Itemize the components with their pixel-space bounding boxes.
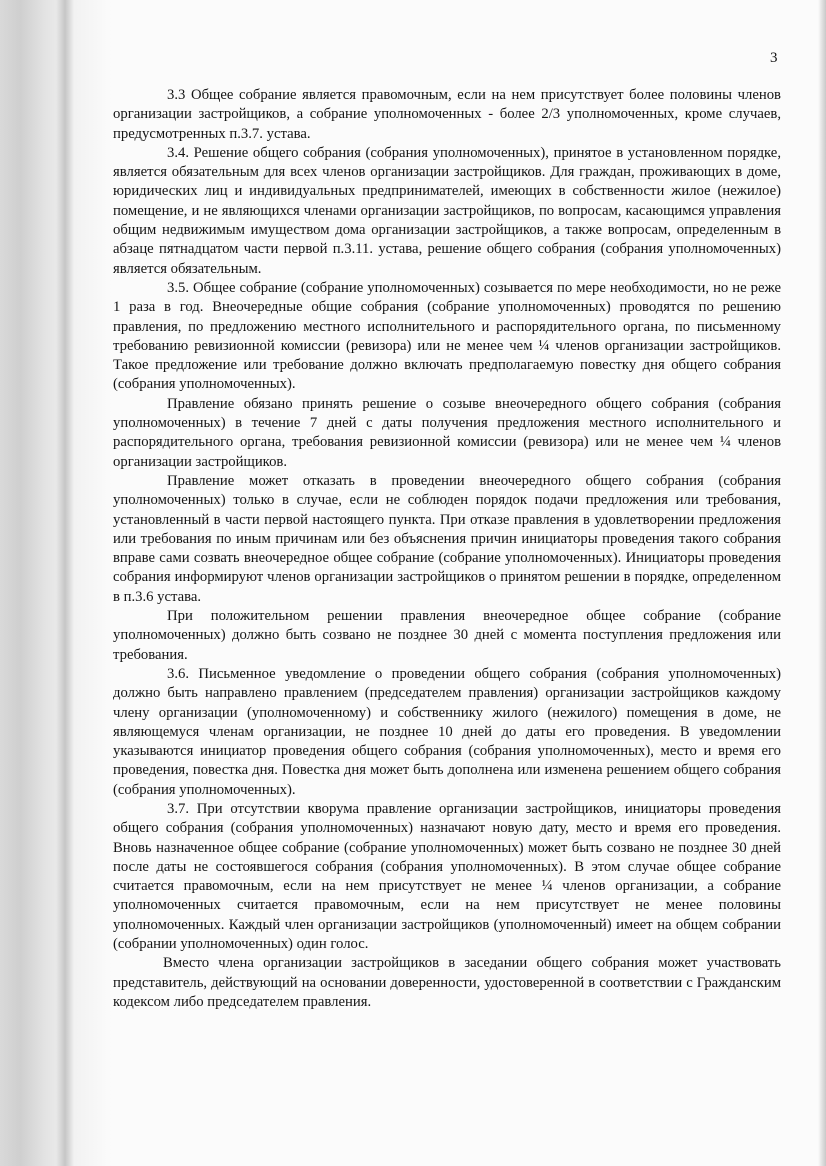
paragraph-positive-decision: При положительном решении правления внеочередное общее собрание (собрание уполномоченных) должно быть созвано не позднее 30 дней с момента поступления предложения или требования.	[113, 608, 781, 663]
paragraph-board-refusal: Правление может отказать в проведении внеочередного общего собрания (собрания уполномоченных) только в случае, если не соблюден порядок подачи предложения или требования, установленный в части первой настоящего пункта. При отказе правления в удовлетворении предложения или требования по иным причинам или без объяснения причин инициаторы проведения такого собрания вправе сами созвать внеочередное общее собрание (собрание уполномоченных). Инициаторы проведения собрания информируют членов организации застройщиков о принятом решении в порядке, определенном в п.3.6 устава.	[113, 472, 781, 605]
paragraph-representative: Вместо члена организации застройщиков в заседании общего собрания может участвовать представитель, действующий на основании доверенности, удостоверенной в соответствии с Гражданским кодексом либо председателем правления.	[113, 955, 781, 1010]
scan-shadow-right	[818, 0, 826, 1166]
paragraph-3-5: 3.5. Общее собрание (собрание уполномоченных) созывается по мере необходимости, но не реже 1 раза в год. Внеочередные общие собрания (собрание уполномоченных) проводятся по решению правления, по предложению местного исполнительного и распорядительного органа, по письменному требованию ревизионной комиссии (ревизора) или не менее чем ¼ членов организации застройщиков. Такое предложение или требование должно включать предполагаемую повестку дня общего собрания (собрания уполномоченных).	[113, 279, 781, 393]
paragraph-3-3: 3.3 Общее собрание является правомочным, если на нем присутствует более половины членов организации застройщиков, а собрание уполномоченных - более 2/3 уполномоченных, кроме случаев, предусмотренных п.3.7. устава.	[113, 87, 781, 142]
paragraph-3-4: 3.4. Решение общего собрания (собрания уполномоченных), принятое в установленном порядке, является обязательным для всех членов организации застройщиков. Для граждан, проживающих в доме, юридических лиц и индивидуальных предпринимателей, имеющих в собственности жилое (нежилое) помещение, и не являющихся членами организации застройщиков, по вопросам, касающимся управления общим недвижимым имуществом дома организации застройщиков, а также вопросам, определенным в абзаце пятнадцатом части первой п.3.11. устава, решение общего собрания (собрания уполномоченных) является обязательным.	[113, 144, 781, 277]
document-body	[113, 86, 781, 1012]
page-number: 3	[770, 50, 778, 66]
paragraph-board-obliged: Правление обязано принять решение о созыве внеочередного общего собрания (собрания уполномоченных) в течение 7 дней с даты получения предложения местного исполнительного и распорядительного органа, требования ревизионной комиссии (ревизора) или не менее чем ¼ членов организации застройщиков.	[113, 395, 781, 470]
paragraph-3-7: 3.7. При отсутствии кворума правление организации застройщиков, инициаторы проведения общего собрания (собрания уполномоченных) назначают новую дату, место и время его проведения. Вновь назначенное общее собрание (собрание уполномоченных) может быть созвано не позднее 30 дней после даты не состоявшегося собрания (собрания уполномоченных). В этом случае общее собрание считается правомочным, если на нем присутствует не менее ¼ членов организации, а собрание уполномоченных считается правомочным, если на нем присутствует не менее половины уполномоченных. Каждый член организации застройщиков (уполномоченный) имеет на общем собрании (собрании уполномоченных) один голос.	[113, 800, 781, 953]
scan-shadow-left	[0, 0, 112, 1166]
paragraph-3-6: 3.6. Письменное уведомление о проведении общего собрания (собрания уполномоченных) должно быть направлено правлением (председателем правления) организации застройщиков каждому члену организации (уполномоченному) и собственнику жилого (нежилого) помещения в доме, не являющемуся членам организации, не позднее 10 дней до даты его проведения. В уведомлении указываются инициатор проведения общего собрания (собрания уполномоченных), место и время его проведения, повестка дня. Повестка дня может быть дополнена или изменена решением общего собрания (собрания уполномоченных).	[113, 665, 781, 798]
